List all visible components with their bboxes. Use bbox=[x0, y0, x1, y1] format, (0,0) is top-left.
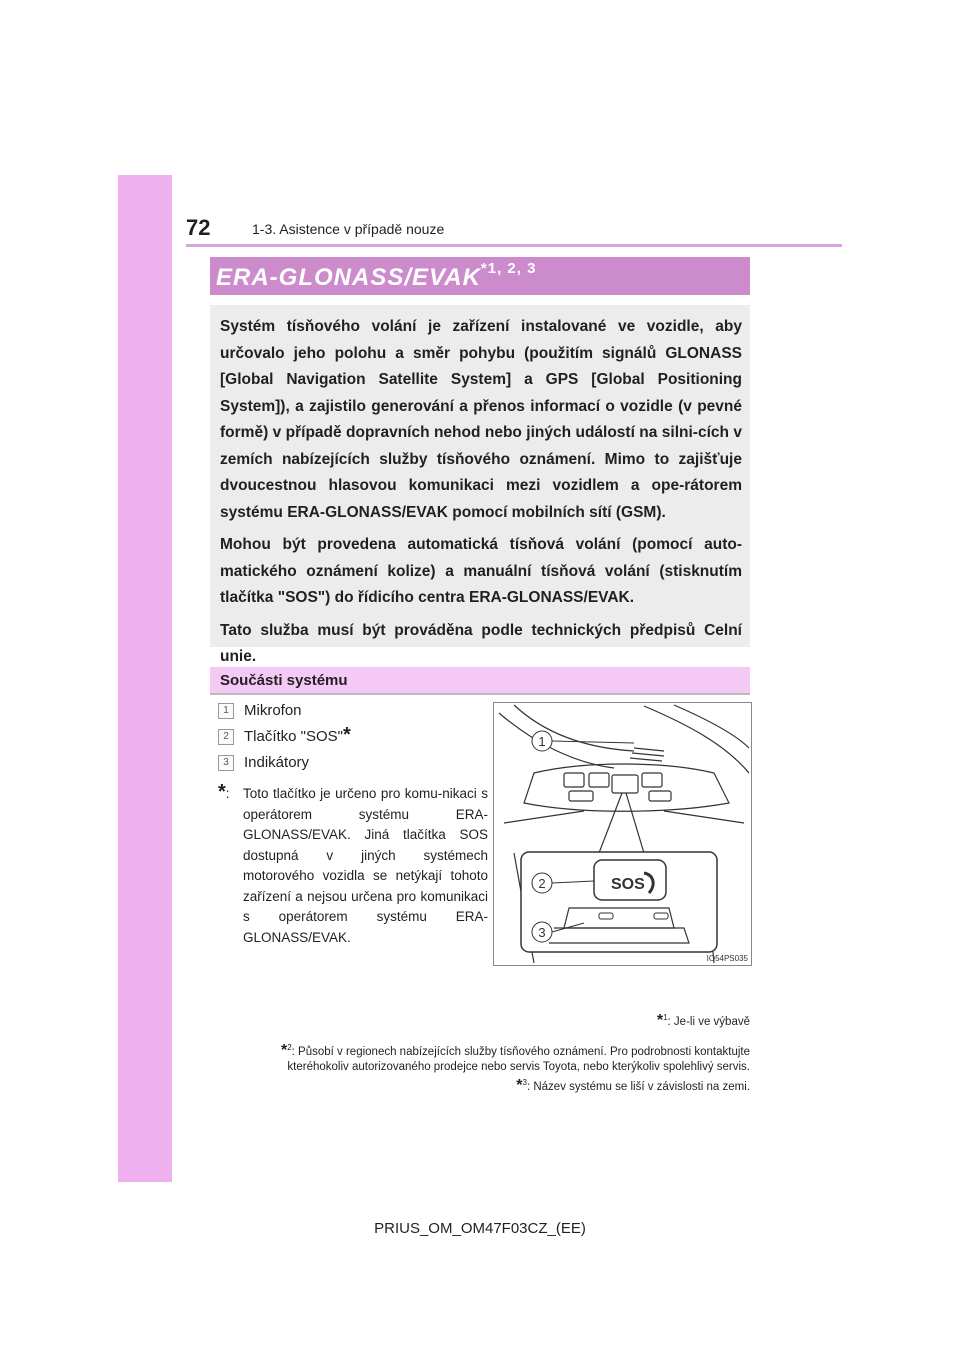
note-star: * bbox=[218, 781, 226, 803]
footnote-2 bbox=[270, 1040, 750, 1075]
page-title bbox=[216, 260, 537, 292]
item-number: 3 bbox=[218, 755, 234, 771]
item-label: Indikátory bbox=[244, 754, 310, 771]
item-number: 2 bbox=[218, 729, 234, 745]
footnote-number: 2 bbox=[287, 1042, 292, 1052]
sos-note bbox=[218, 782, 488, 948]
footnote-number: 1 bbox=[663, 1013, 668, 1022]
note-colon: : bbox=[225, 786, 230, 801]
footnote-1 bbox=[270, 1010, 750, 1030]
component-item-sos-button bbox=[218, 723, 351, 746]
callout-1: 1 bbox=[538, 734, 546, 749]
system-illustration bbox=[493, 702, 752, 966]
overhead-console-drawing bbox=[494, 703, 751, 965]
footnote-text: : Je-li ve výbavě bbox=[667, 1015, 750, 1028]
footnotes bbox=[270, 1010, 750, 1094]
intro-paragraph: Mohou být provedena automatická tísňová volání (pomocí auto-matického oznámení kolize) a manuální tísňová volání (stisknutím tlačítka "SOS") do řídicího centra ERA-GLONASS/EVAK. bbox=[220, 536, 742, 606]
item-star: * bbox=[343, 723, 351, 746]
footnote-star: * bbox=[516, 1076, 523, 1094]
callout-3: 3 bbox=[538, 925, 546, 940]
header-divider bbox=[186, 244, 842, 247]
item-label: Tlačítko "SOS" bbox=[244, 728, 344, 745]
note-text: Toto tlačítko je určeno pro komu-nikaci s operátorem systému ERA-GLONASS/EVAK. Jiná tlačítka SOS dostupná v jiných systémech motorového vozidla se netýkají tohoto zařízení a nejsou určena pro komunikaci s operátorem systému ERA-GLONASS/EVAK. bbox=[243, 786, 488, 945]
component-item-microphone bbox=[218, 702, 302, 719]
footnote-star: * bbox=[280, 1041, 288, 1059]
page-title-text: ERA-GLONASS/EVAK bbox=[216, 264, 481, 291]
footnote-text: : Působí v regionech nabízejících služby tísňového oznámení. Pro podrobnosti kontaktujte kteréhokoliv autorizovaného prodejce nebo servis Toyota, nebo kterýkoliv spolehlivý servis. bbox=[287, 1045, 750, 1073]
intro-paragraph: Systém tísňového volání je zařízení instalované ve vozidle, aby určovalo jeho polohu a směr pohybu (použitím signálů GLONASS [Global Navigation Satellite System] a GPS [Global Positioning System]), a zajistilo generování a přenos informací o vozidle (v pevné formě) v případě dopravních nehod nebo jiných událostí na silni-cích v zemích nabízejících služby tísňového oznámení. Mimo to zajišťuje dvoucestnou hlasovou komunikaci mezi vozidlem a ope-rátorem systému ERA-GLONASS/EVAK pomocí mobilních sítí (GSM). bbox=[220, 318, 742, 521]
intro-paragraph: Tato služba musí být prováděna podle technických předpisů Celní unie. bbox=[220, 621, 742, 665]
footnote-number: 3 bbox=[522, 1077, 527, 1087]
illustration-code: IO54PS035 bbox=[706, 954, 748, 963]
subheading: Součásti systému bbox=[220, 672, 348, 689]
intro-text bbox=[220, 314, 742, 677]
section-title: 1-3. Asistence v případě nouze bbox=[252, 221, 445, 237]
title-sup-numbers: 1, 2, 3 bbox=[487, 260, 537, 277]
chapter-sidebar bbox=[118, 175, 172, 1182]
title-sup-star: * bbox=[480, 260, 488, 277]
footnote-text: : Název systému se liší v závislosti na zemi. bbox=[526, 1080, 750, 1093]
callout-2: 2 bbox=[538, 876, 546, 891]
sos-button-text: SOS bbox=[611, 876, 645, 893]
page-number: 72 bbox=[186, 215, 211, 240]
component-item-indicators bbox=[218, 754, 309, 771]
item-number: 1 bbox=[218, 703, 234, 719]
title-superscript bbox=[481, 260, 537, 277]
footnote-star: * bbox=[656, 1011, 664, 1029]
item-label: Mikrofon bbox=[244, 702, 302, 719]
footnote-3 bbox=[270, 1075, 750, 1095]
document-code: PRIUS_OM_OM47F03CZ_(EE) bbox=[374, 1220, 586, 1237]
